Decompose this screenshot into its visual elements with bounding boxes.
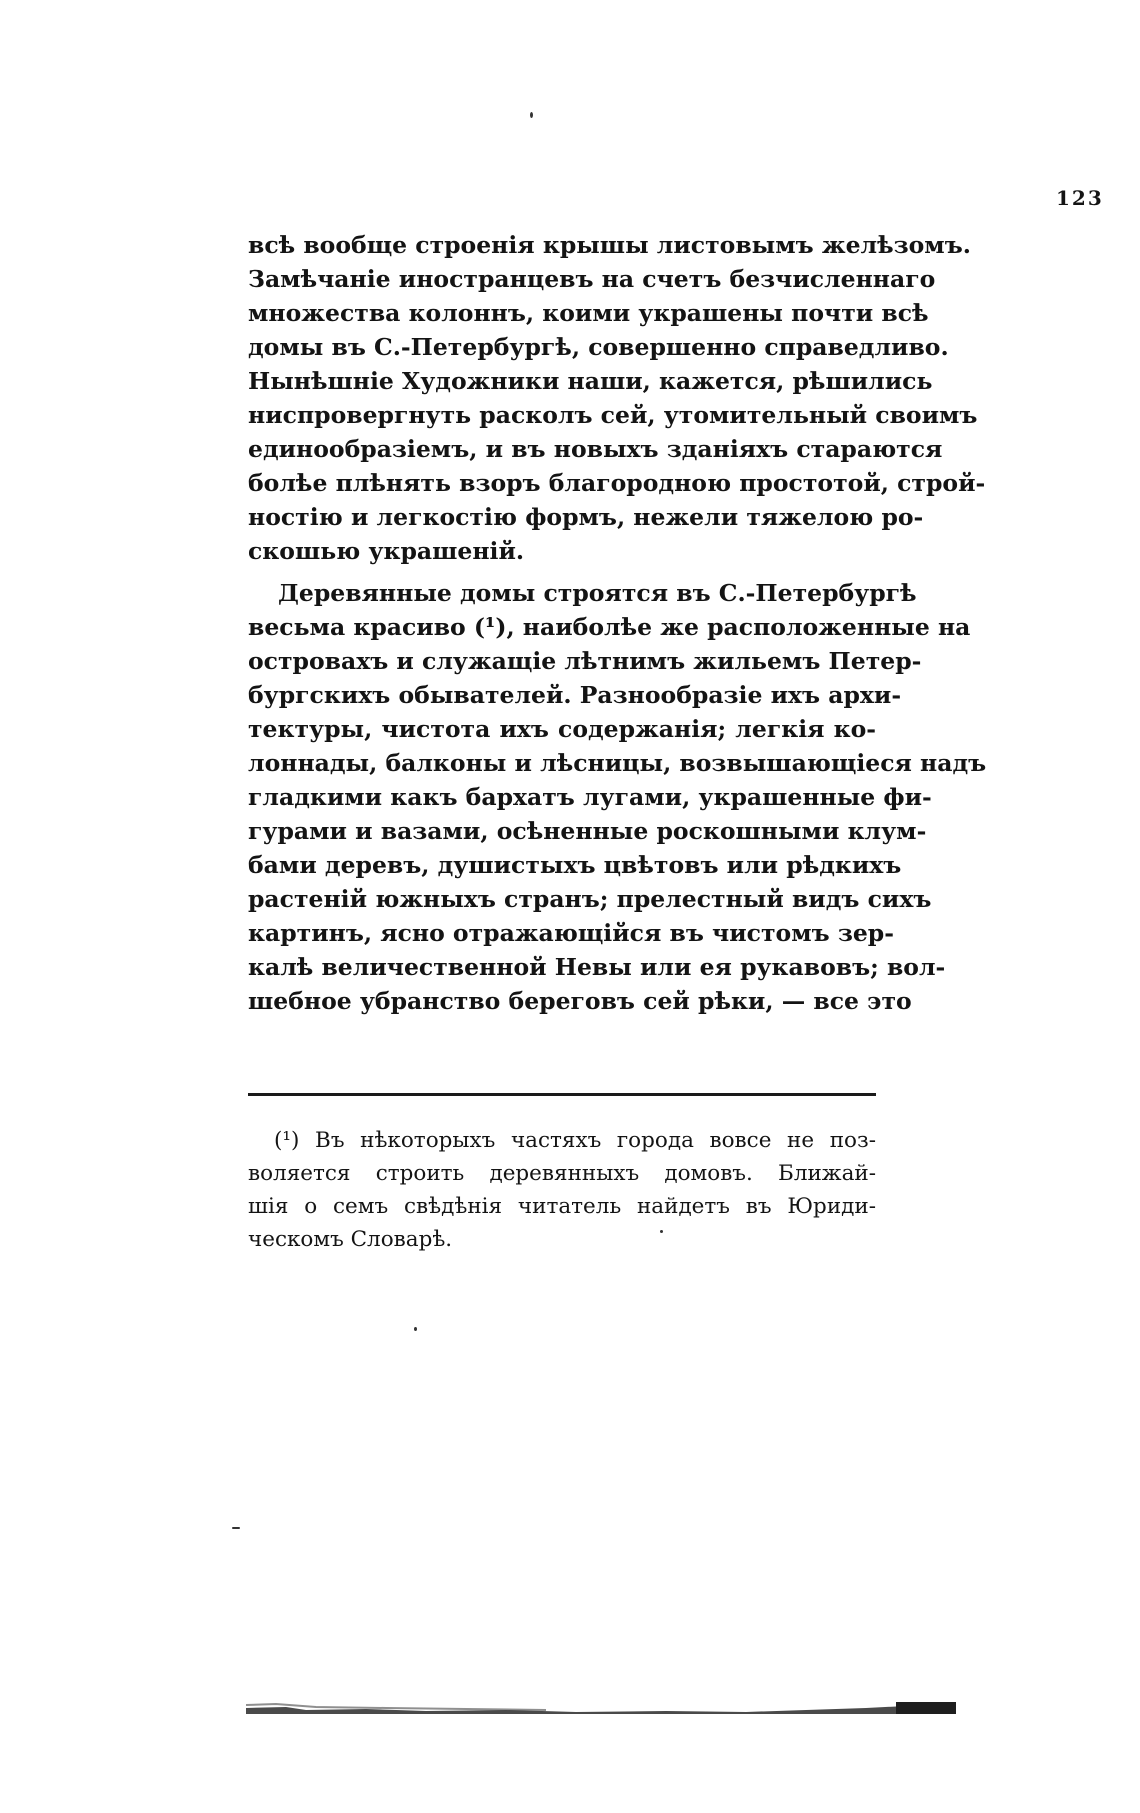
text-line: весьма красиво (¹), наиболѣе же расположенные на: [248, 613, 971, 641]
footnote-line: шія о семъ свѣдѣнія читатель найдетъ въ Юриди-: [248, 1194, 876, 1219]
text-line: бургскихъ обывателей. Разнообразіе ихъ архи-: [248, 681, 902, 709]
text-line: островахъ и служащіе лѣтнимъ жильемъ Петер-: [248, 647, 922, 675]
text-line: бами деревъ, душистыхъ цвѣтовъ или рѣдкихъ: [248, 851, 902, 879]
text-line: Нынѣшніе Художники наши, кажется, рѣшились: [248, 367, 933, 395]
text-line: Деревянные домы строятся въ С.-Петербургѣ: [278, 579, 917, 607]
page-number: 123: [1056, 186, 1104, 210]
text-line: шебное убранство береговъ сей рѣки, — все это: [248, 987, 912, 1015]
text-line: тектуры, чистота ихъ содержанія; легкія ко-: [248, 715, 876, 743]
paragraph: [248, 576, 987, 1018]
text-line: растеній южныхъ странъ; прелестный видъ сихъ: [248, 885, 932, 913]
text-line: гладкими какъ бархатъ лугами, украшенные фи-: [248, 783, 932, 811]
text-line: Замѣчаніе иностранцевъ на счетъ безчисленнаго: [248, 265, 936, 293]
text-line: домы въ С.-Петербургѣ, совершенно справедливо.: [248, 333, 949, 361]
text-line: гурами и вазами, осѣненные роскошными клум-: [248, 817, 927, 845]
text-line: калѣ величественной Невы или ея рукавовъ; вол-: [248, 953, 946, 981]
scan-speck: [530, 112, 533, 118]
footnote: [248, 1124, 876, 1256]
scan-speck: [660, 1230, 663, 1233]
text-line: картинъ, ясно отражающійся въ чистомъ зер-: [248, 919, 894, 947]
text-line: всѣ вообще строенія крышы листовымъ желѣзомъ.: [248, 231, 971, 259]
footnote-line: (¹) Въ нѣкоторыхъ частяхъ города вовсе не поз-: [274, 1128, 876, 1153]
text-line: ниспровергнуть расколъ сей, утомительный своимъ: [248, 401, 978, 429]
footnote-line: ческомъ Словарѣ.: [248, 1227, 453, 1252]
text-line: болѣе плѣнять взоръ благородною простотой, строй-: [248, 469, 986, 497]
text-line: лоннады, балконы и лѣсницы, возвышающіеся надъ: [248, 749, 987, 777]
page-bottom-edge: [246, 1702, 956, 1714]
scan-speck: [232, 1527, 240, 1529]
text-line: скошью украшеній.: [248, 537, 525, 565]
footnote-line: воляется строить деревянныхъ домовъ. Ближай-: [248, 1161, 876, 1186]
text-line: единообразіемъ, и въ новыхъ зданіяхъ стараются: [248, 435, 943, 463]
body-text: [248, 228, 987, 1018]
footnote-divider: [248, 1093, 876, 1096]
text-line: ностію и легкостію формъ, нежели тяжелою ро-: [248, 503, 924, 531]
text-line: множества колоннъ, коими украшены почти всѣ: [248, 299, 929, 327]
paragraph: [248, 228, 986, 568]
scan-speck: [414, 1327, 417, 1331]
